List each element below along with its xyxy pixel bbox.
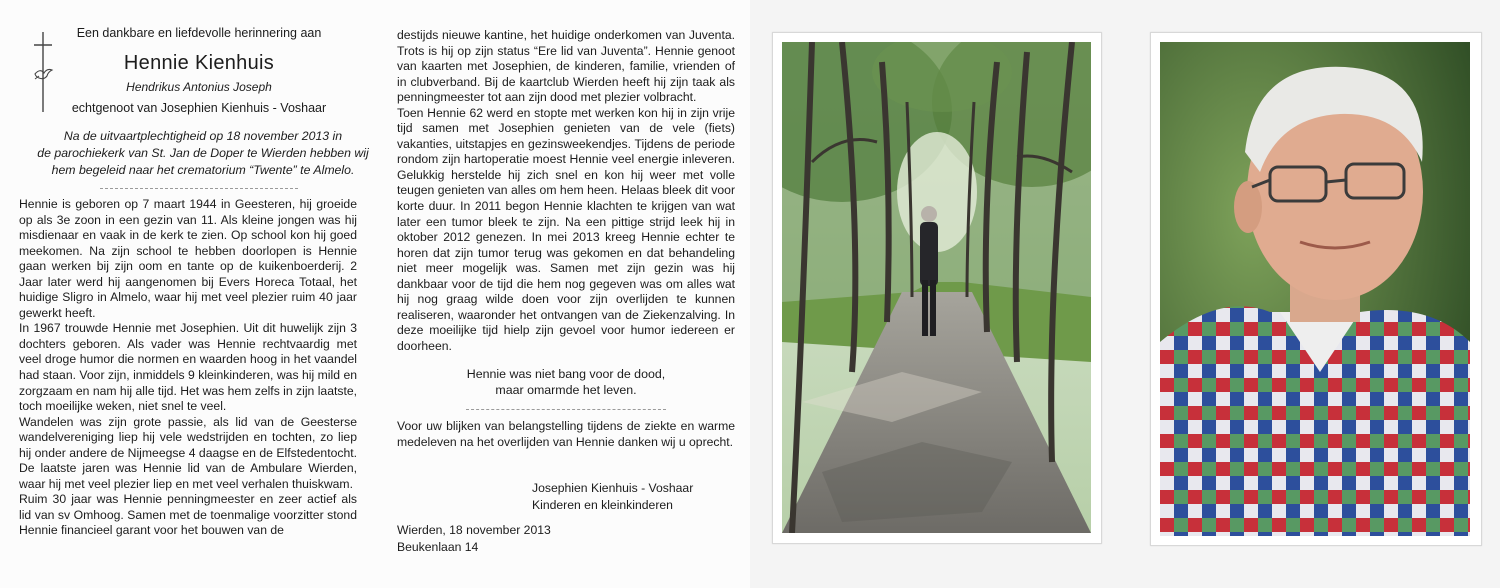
biography-left — [19, 197, 357, 539]
street-address: Beukenlaan 14 — [397, 539, 479, 554]
divider — [466, 409, 666, 410]
divider — [100, 188, 298, 189]
quote-line: maar omarmde het leven. — [495, 383, 637, 397]
biography-paragraph: destijds nieuwe kantine, het huidige onderkomen van Juventa. Trots is hij op zijn status “Ere lid van Juventa”. Hennie genoot van kaarten met Josephien, de kinderen, familie, vrienden of in clubverband. Bij de kaartclub Wierden heeft hij zijn taak als penningmeester tot aan zijn dood met plezier volbracht. — [397, 28, 735, 105]
photo-portrait-man-with-glasses — [1160, 42, 1470, 536]
spouse-line: echtgenoot van Josephien Kienhuis - Voshaar — [71, 101, 327, 115]
funeral-line: hem begeleid naar het crematorium “Twente” te Almelo. — [51, 162, 355, 177]
biography-paragraph: Toen Hennie 62 werd en stopte met werken kon hij in zijn vrije tijd samen met Josephien genieten van de vele (fiets) vakanties, uitstapjes en gezinsweekendjes. Tijdens de periode rondom zijn hartoperatie moest Hennie veel energie inleveren. Gelukkig herstelde hij zich snel en kon hij weer met volle teugen genieten van alles om hem heen. Helaas bleek dit voor korte duur. In 2011 begon Hennie klachten te krijgen van wat later een tumor bleek te zijn. Na een pittige strijd leek hij in oktober 2012 genezen. In mei 2013 kreeg Hennie echter te horen dat zijn tumor terug was gekomen en dat behandeling niet meer mogelijk was. Samen met zijn gezin was hij dankbaar voor de tijd die hem nog gegeven was om alles wat hij nog graag wilde doen voor zijn overlijden te kunnen realiseren, waaronder het ontvangen van de Ziekenzalving. In deze moeilijke tijd hielp zijn gevoel voor humor iedereen er doorheen. — [397, 105, 735, 353]
biography-right — [397, 28, 735, 354]
biography-paragraph: Wandelen was zijn grote passie, als lid van de Geesterse wandelvereniging liep hij vele wedstrijden en tochten, zo liep hij onder andere de Nijmeegse 4 daagse en de Elfstedentocht. De laatste jaren was Hennie lid van de Ambulare Wierden, waar hij met veel plezier liep en met veel verhalen thuiskwam. — [19, 414, 357, 491]
biography-paragraph: Ruim 30 jaar was Hennie penningmeester en zeer actief als lid van sv Omhoog. Samen met de toenmalige voorzitter stond Hennie financieel garant voor het bouwen van de — [19, 492, 357, 538]
place-date: Wierden, 18 november 2013 — [397, 523, 551, 537]
intro-line: Een dankbare en liefdevolle herinnering aan — [76, 26, 322, 40]
address-block — [397, 522, 551, 555]
funeral-notice — [28, 128, 378, 178]
quote — [397, 366, 735, 398]
photo-frame-portrait — [1150, 32, 1482, 546]
signer-line: Josephien Kienhuis - Voshaar — [532, 481, 694, 495]
signer-line: Kinderen en kleinkinderen — [532, 498, 673, 512]
biography-paragraph: Hennie is geboren op 7 maart 1944 in Geesteren, hij groeide op als 3e zoon in een gezin van 11. Als kleine jongen was hij misdienaar en vaak in de kerk te zien. Op school kon hij goed meekomen. Na zijn school te hebben doorlopen is Hennie gaan werken bij zijn oom en tante op de kuikenboerderij. 2 Jaar later werd hij aangenomen bij Evers Horeca Totaal, het huidige Sligro in Almelo, waar hij met veel plezier ruim 40 jaar gewerkt heeft. — [19, 197, 357, 320]
deceased-name: Hennie Kienhuis — [123, 52, 275, 74]
funeral-line: Na de uitvaartplechtigheid op 18 november 2013 in — [63, 129, 343, 143]
signers — [532, 480, 693, 514]
quote-line: Hennie was niet bang voor de dood, — [466, 367, 666, 381]
biography-paragraph: In 1967 trouwde Hennie met Josephien. Uit dit huwelijk zijn 3 dochters geboren. Als vader was Hennie rechtvaardig met veel droge humor die normen en waarden hoog in het vaandel had staan. Voor zijn, inmiddels 9 kleinkinderen, was hij mild en zorgzaam en nam hij alle tijd. Het was hem zelfs in zijn laatste, toch moeilijke weken, niet snel te veel. — [19, 321, 358, 414]
cross-with-dove-icon — [32, 30, 54, 114]
card-left-panel — [0, 0, 378, 588]
photo-man-walking-on-tree-lined-path — [782, 42, 1091, 533]
funeral-line: de parochiekerk van St. Jan de Doper te Wierden hebben wij — [37, 145, 369, 160]
thanks-text: Voor uw blijken van belangstelling tijdens de ziekte en warme medeleven na het overlijden van Hennie danken wij u oprecht. — [397, 419, 735, 449]
photo-frame-walking — [772, 32, 1102, 544]
deceased-full-name: Hendrikus Antonius Joseph — [126, 80, 272, 94]
